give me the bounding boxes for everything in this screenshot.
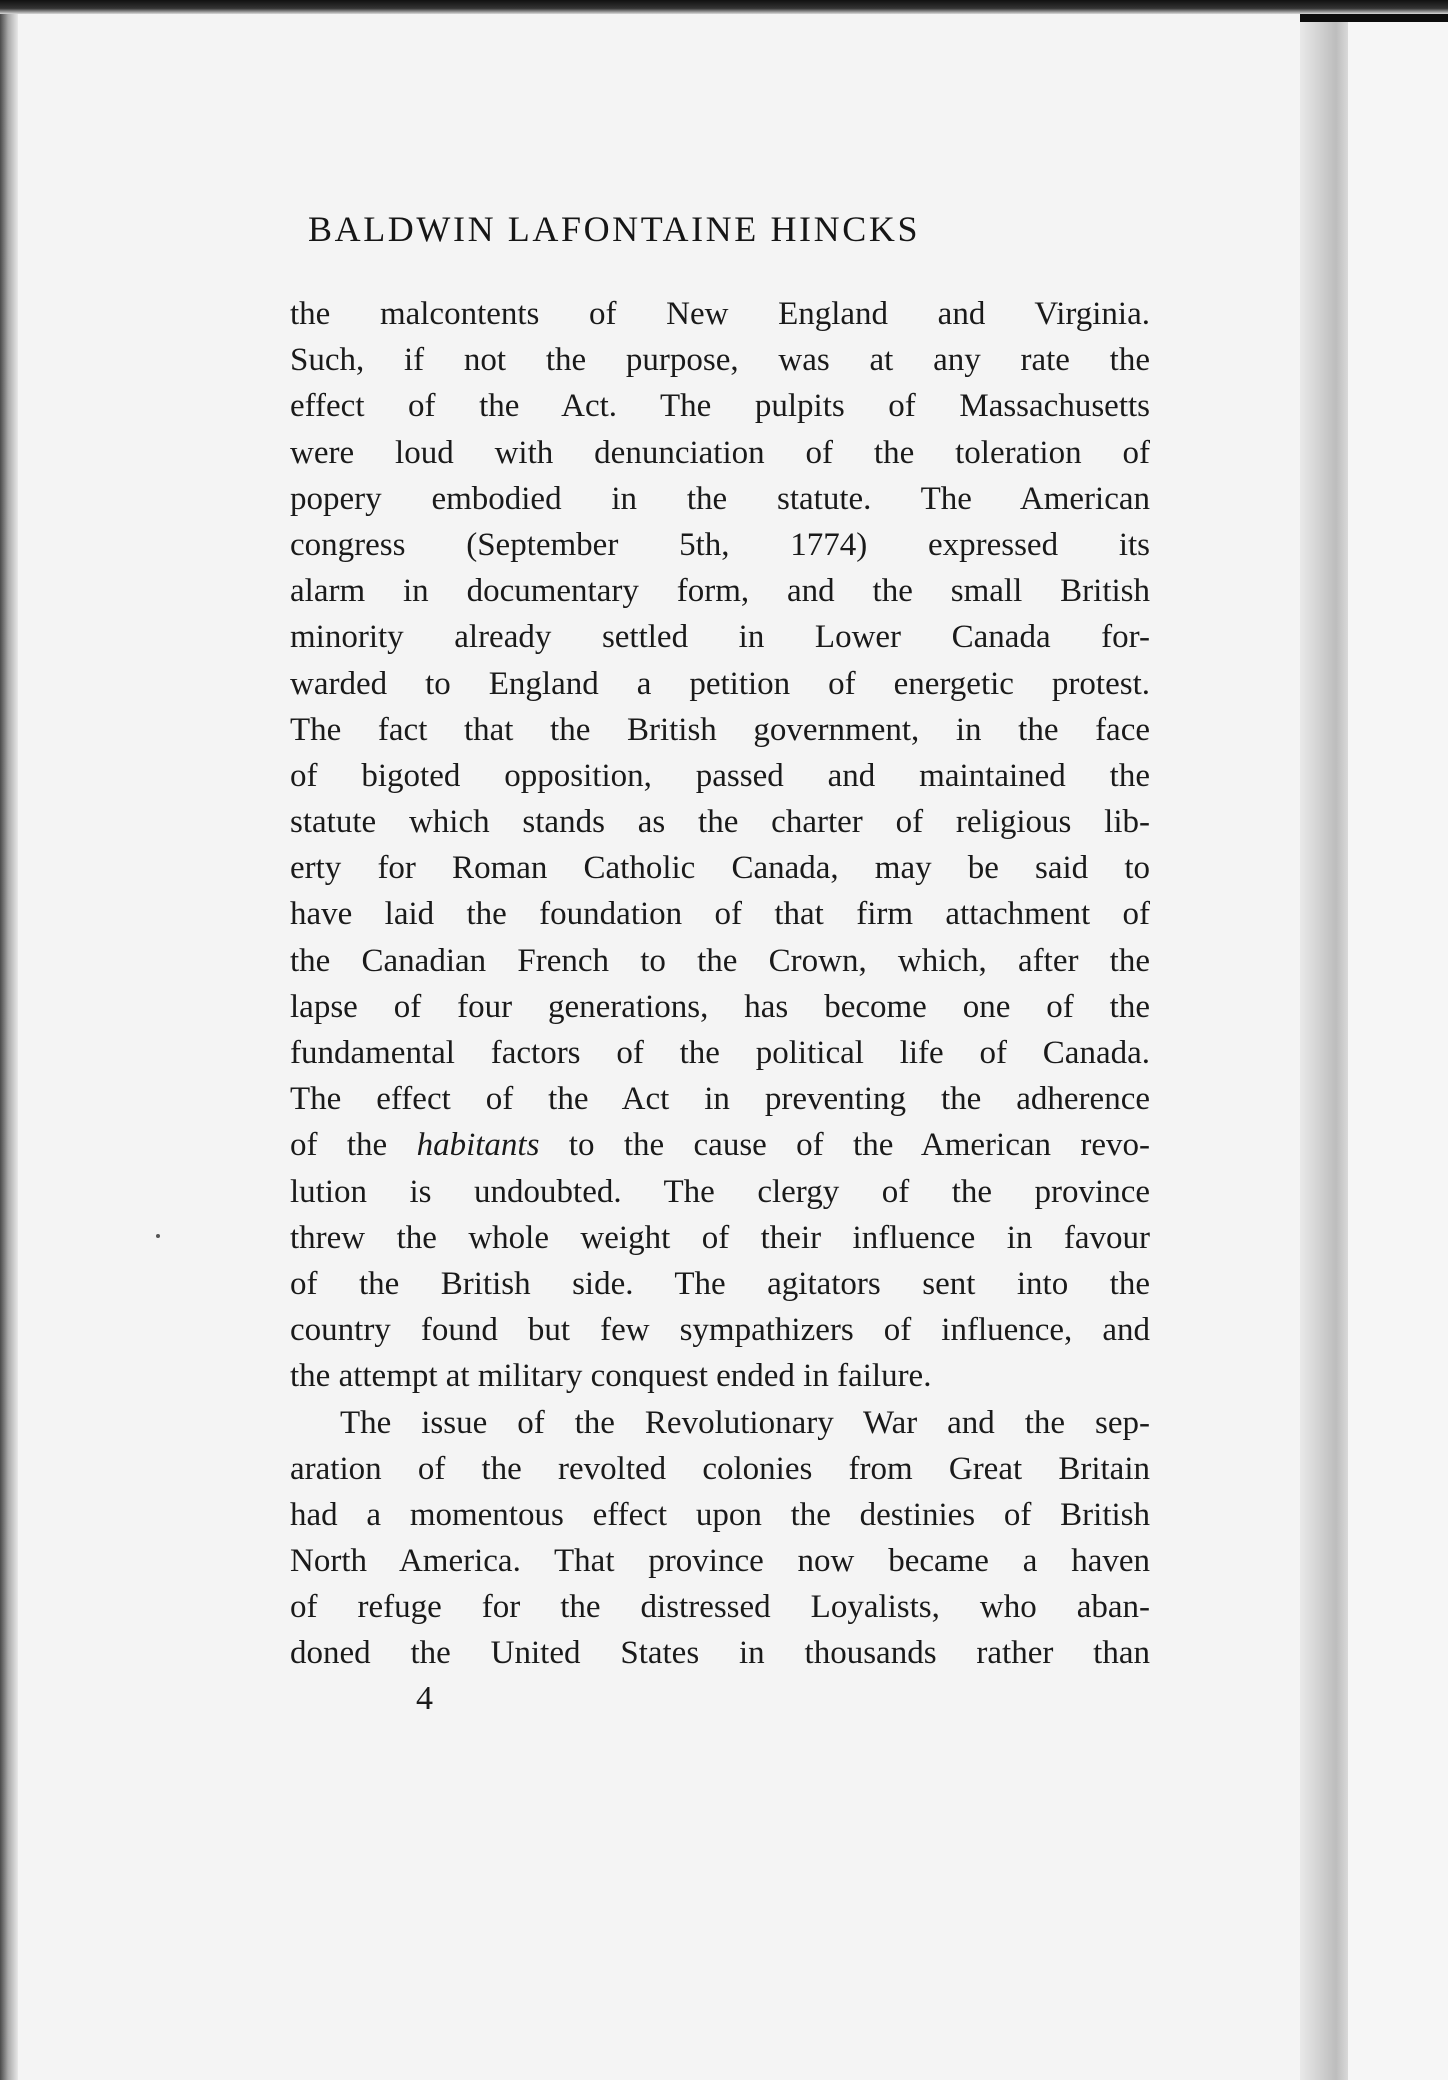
text-line: warded to England a petition of energetic protest. [290, 665, 1150, 702]
text-line: have laid the foundation of that firm attachment of [290, 896, 1150, 933]
page-number: 4 [416, 1680, 433, 1717]
facing-page-edge [1348, 10, 1448, 2080]
paragraph-last-line: the attempt at military conquest ended in failure. [290, 1358, 932, 1395]
text-line: the malcontents of New England and Virginia. [290, 296, 1150, 332]
text-fragment: to the cause of the American revo- [539, 1127, 1150, 1164]
text-line: had a momentous effect upon the destinies of British [290, 1496, 1150, 1533]
text-line: aration of the revolted colonies from Great Britain [290, 1450, 1150, 1487]
text-line: the Canadian French to the Crown, which, after the [290, 942, 1150, 979]
text-line: doned the United States in thousands rather than [290, 1635, 1150, 1672]
text-line: effect of the Act. The pulpits of Massachusetts [290, 388, 1150, 425]
body-text [290, 291, 1150, 1677]
top-scan-edge [0, 0, 1448, 14]
text-line: The effect of the Act in preventing the adherence [290, 1081, 1150, 1118]
text-line-with-italic [290, 1122, 1150, 1168]
text-line: of refuge for the distressed Loyalists, who aban- [290, 1589, 1150, 1626]
text-line: erty for Roman Catholic Canada, may be said to [290, 850, 1150, 887]
text-line: country found but few sympathizers of influence, and [290, 1312, 1150, 1349]
text-line: threw the whole weight of their influence in favour [290, 1219, 1150, 1256]
book-gutter-fold [1300, 10, 1348, 2080]
text-line: statute which stands as the charter of religious lib- [290, 804, 1150, 841]
text-line: popery embodied in the statute. The American [290, 480, 1150, 517]
text-line: of the British side. The agitators sent into the [290, 1265, 1150, 1302]
text-line: were loud with denunciation of the toleration of [290, 434, 1150, 471]
running-head: BALDWIN LAFONTAINE HINCKS [308, 209, 921, 249]
text-line: of bigoted opposition, passed and maintained the [290, 757, 1150, 794]
text-fragment: of the [290, 1127, 417, 1164]
scan-speck [156, 1234, 160, 1238]
text-line: minority already settled in Lower Canada for- [290, 619, 1150, 656]
text-line: North America. That province now became a haven [290, 1543, 1150, 1580]
text-line: alarm in documentary form, and the small British [290, 573, 1150, 610]
text-line: fundamental factors of the political life of Canada. [290, 1035, 1150, 1071]
text-line: Such, if not the purpose, was at any rate the [290, 342, 1150, 379]
text-line: lution is undoubted. The clergy of the province [290, 1173, 1150, 1210]
left-page-edge [0, 0, 18, 2080]
italic-word: habitants [416, 1127, 540, 1164]
text-line: congress (September 5th, 1774) expressed its [290, 526, 1150, 563]
text-line: The fact that the British government, in the face [290, 711, 1150, 748]
paragraph-first-line: The issue of the Revolutionary War and the sep- [340, 1404, 1150, 1441]
text-line: lapse of four generations, has become one of the [290, 988, 1150, 1025]
